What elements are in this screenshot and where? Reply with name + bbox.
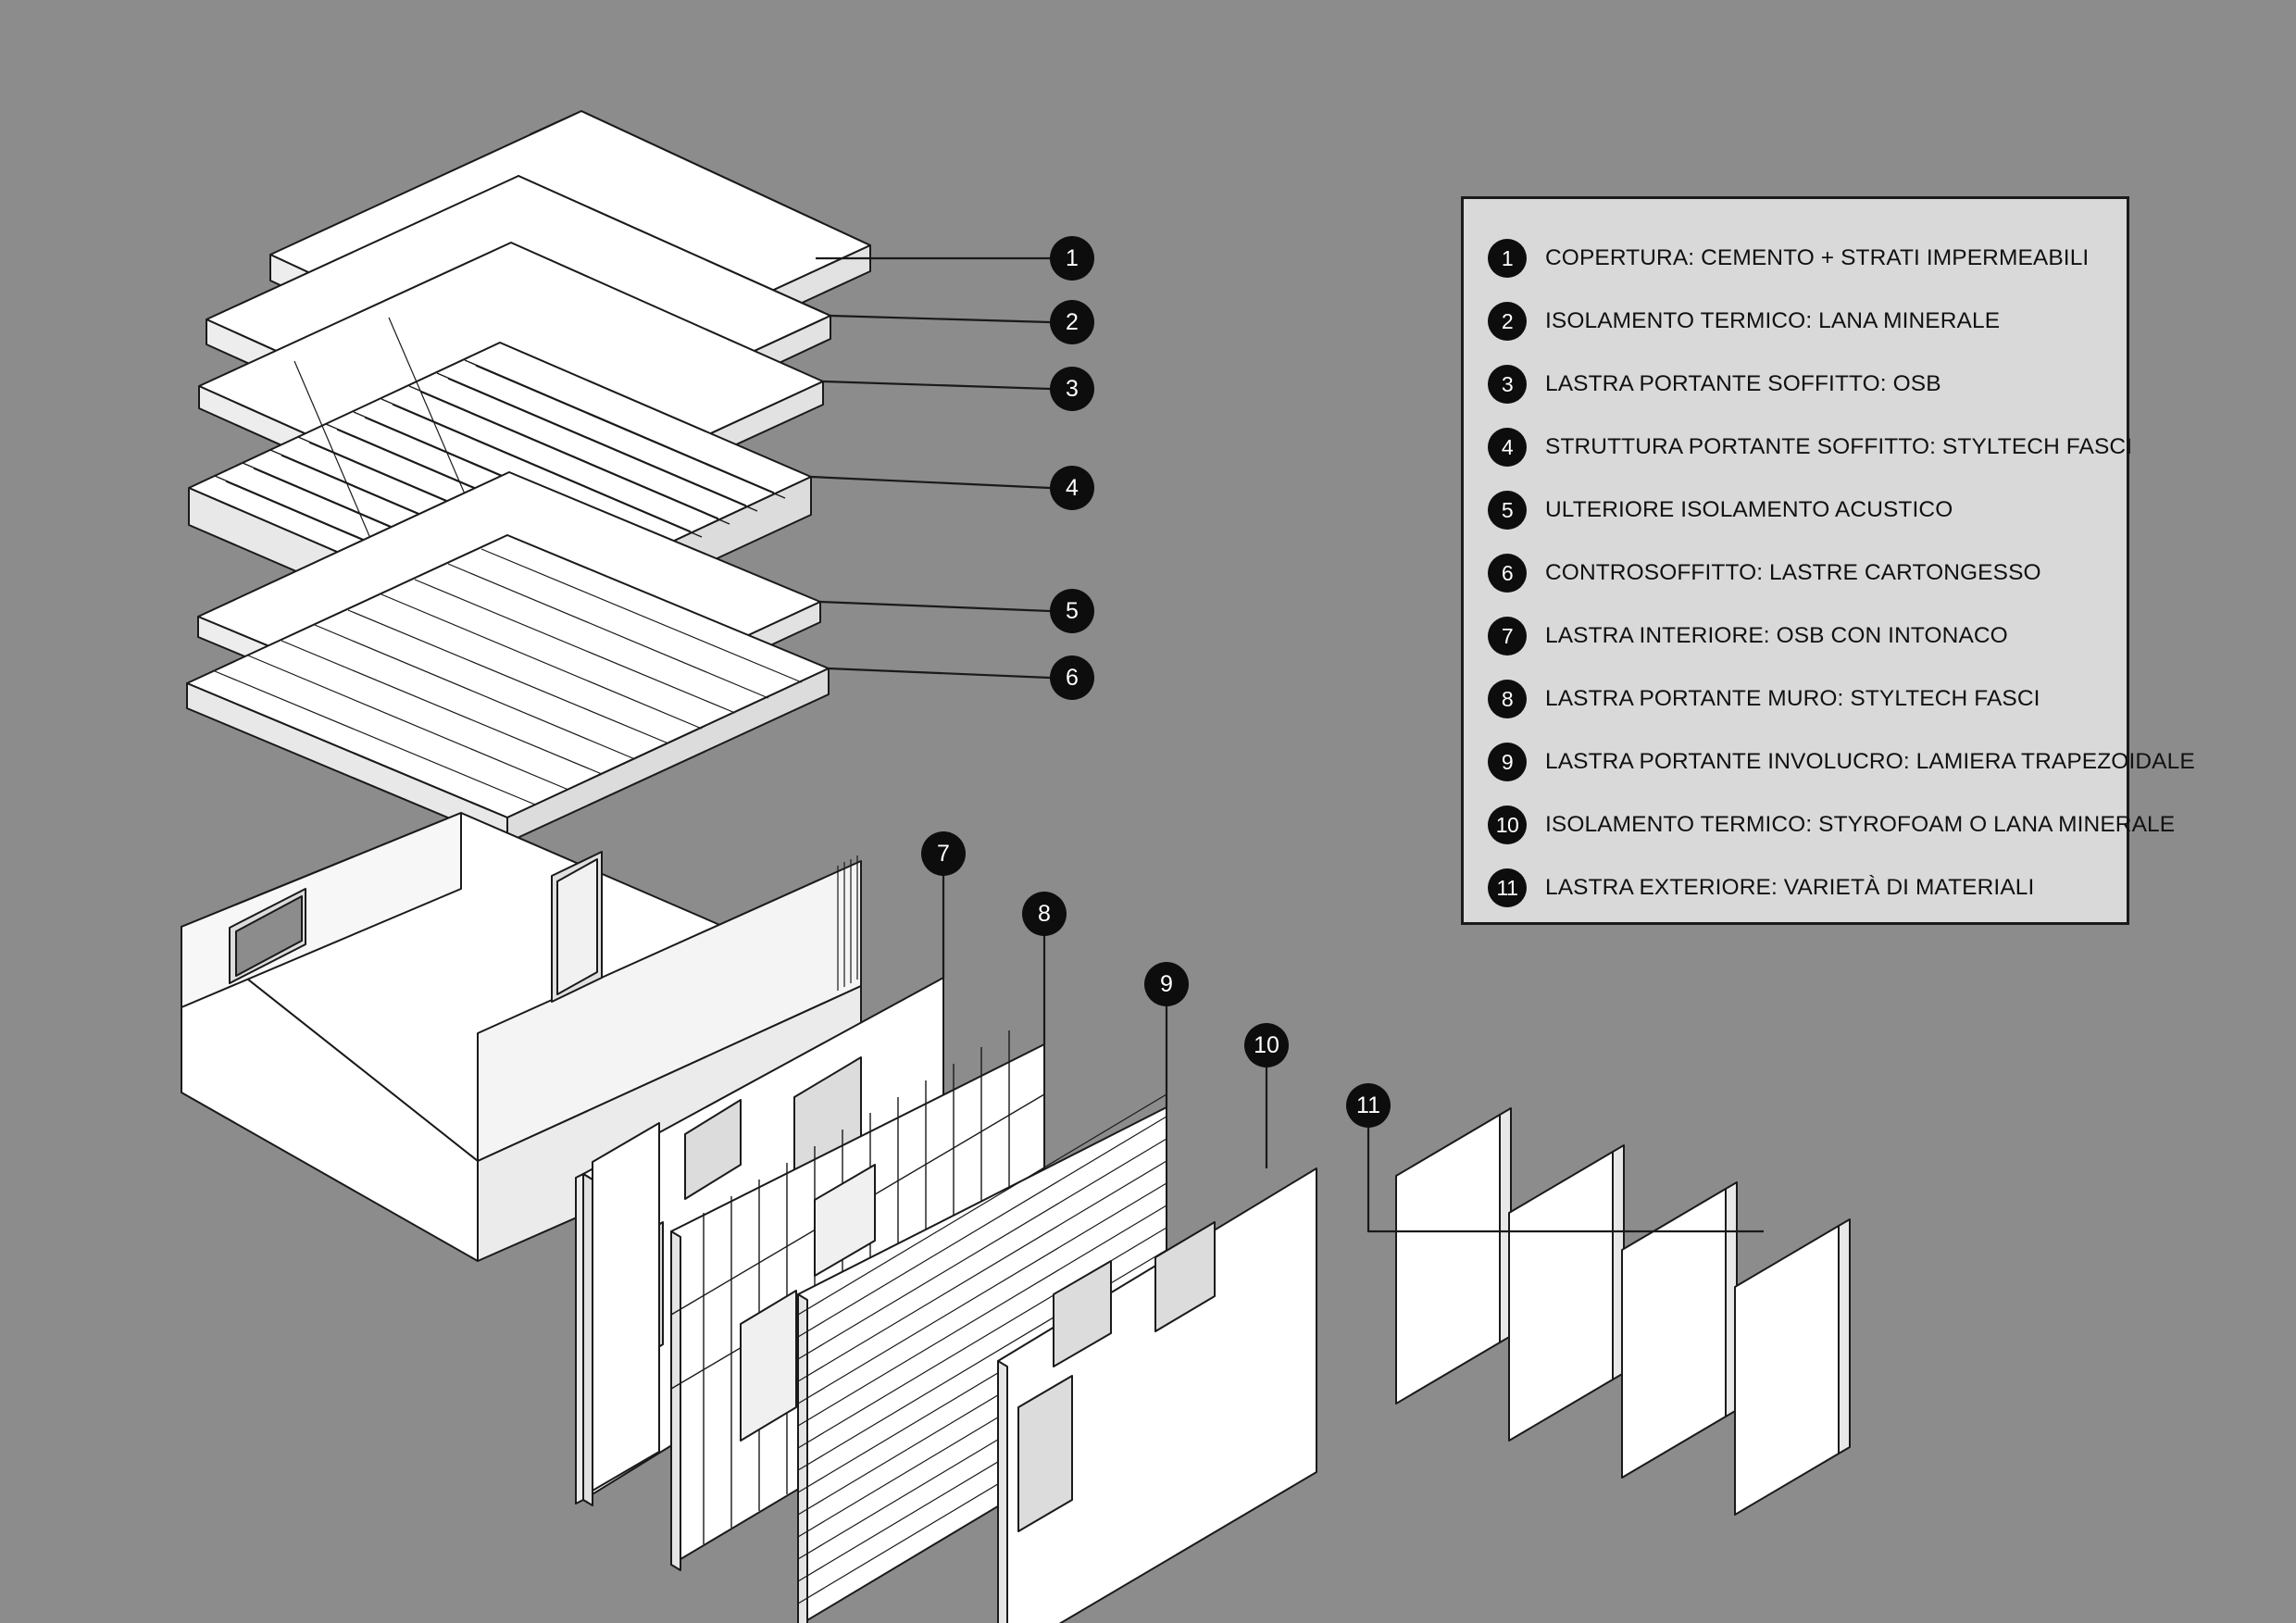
legend-badge-6: 6 bbox=[1488, 554, 1527, 593]
legend-label-6: CONTROSOFFITTO: LASTRE CARTONGESSO bbox=[1545, 560, 2041, 585]
callout-3[interactable]: 3 bbox=[1050, 367, 1094, 411]
legend-label-4: STRUTTURA PORTANTE SOFFITTO: STYLTECH FASCI bbox=[1545, 434, 2133, 459]
callout-11[interactable]: 11 bbox=[1346, 1083, 1391, 1128]
legend-badge-10: 10 bbox=[1488, 805, 1527, 844]
legend-label-11: LASTRA EXTERIORE: VARIETÀ DI MATERIALI bbox=[1545, 875, 2035, 900]
callout-1[interactable]: 1 bbox=[1050, 236, 1094, 281]
callout-5[interactable]: 5 bbox=[1050, 589, 1094, 633]
legend-badge-4: 4 bbox=[1488, 428, 1527, 467]
layer-7-secondary-panel bbox=[593, 1123, 659, 1491]
legend-badge-3: 3 bbox=[1488, 365, 1527, 404]
callout-10[interactable]: 10 bbox=[1244, 1023, 1289, 1067]
legend-item-9[interactable] bbox=[1488, 730, 2195, 793]
legend-badge-11: 11 bbox=[1488, 868, 1527, 907]
legend-panel bbox=[1461, 196, 2195, 925]
legend-item-1[interactable] bbox=[1488, 227, 2103, 290]
callout-8[interactable]: 8 bbox=[1022, 892, 1067, 936]
legend-label-9: LASTRA PORTANTE INVOLUCRO: LAMIERA TRAPEZOIDALE bbox=[1545, 749, 2195, 774]
legend-item-11[interactable] bbox=[1488, 856, 2103, 919]
callout-7[interactable]: 7 bbox=[921, 831, 966, 876]
legend-label-5: ULTERIORE ISOLAMENTO ACUSTICO bbox=[1545, 497, 1953, 522]
legend-label-2: ISOLAMENTO TERMICO: LANA MINERALE bbox=[1545, 308, 2001, 333]
legend-badge-5: 5 bbox=[1488, 491, 1527, 530]
legend-item-7[interactable] bbox=[1488, 605, 2103, 668]
layer-11-exterior-cladding-panels bbox=[1396, 1108, 1850, 1515]
legend-label-10: ISOLAMENTO TERMICO: STYROFOAM O LANA MINERALE bbox=[1545, 812, 2176, 837]
legend-badge-9: 9 bbox=[1488, 743, 1527, 781]
legend-badge-2: 2 bbox=[1488, 302, 1527, 341]
legend-item-8[interactable] bbox=[1488, 668, 2103, 730]
legend-label-8: LASTRA PORTANTE MURO: STYLTECH FASCI bbox=[1545, 686, 2040, 711]
legend-label-1: COPERTURA: CEMENTO + STRATI IMPERMEABILI bbox=[1545, 245, 2090, 270]
legend-item-3[interactable] bbox=[1488, 353, 2103, 416]
callout-9[interactable]: 9 bbox=[1144, 962, 1189, 1006]
legend-label-3: LASTRA PORTANTE SOFFITTO: OSB bbox=[1545, 371, 1941, 396]
callout-2[interactable]: 2 bbox=[1050, 300, 1094, 344]
callout-6[interactable]: 6 bbox=[1050, 655, 1094, 700]
leader-line-6 bbox=[829, 668, 1050, 678]
legend-badge-8: 8 bbox=[1488, 680, 1527, 718]
legend-badge-7: 7 bbox=[1488, 617, 1527, 655]
leader-line-2 bbox=[830, 316, 1050, 322]
legend-label-7: LASTRA INTERIORE: OSB CON INTONACO bbox=[1545, 623, 2008, 648]
legend-badge-1: 1 bbox=[1488, 239, 1527, 278]
callout-4[interactable]: 4 bbox=[1050, 466, 1094, 510]
legend-item-10[interactable] bbox=[1488, 793, 2176, 856]
legend-item-2[interactable] bbox=[1488, 290, 2103, 353]
legend-item-5[interactable] bbox=[1488, 479, 2103, 542]
leader-line-5 bbox=[820, 602, 1050, 611]
legend-item-6[interactable] bbox=[1488, 542, 2103, 605]
leader-line-3 bbox=[823, 381, 1050, 389]
legend-item-4[interactable] bbox=[1488, 416, 2133, 479]
leader-line-4 bbox=[811, 477, 1050, 488]
